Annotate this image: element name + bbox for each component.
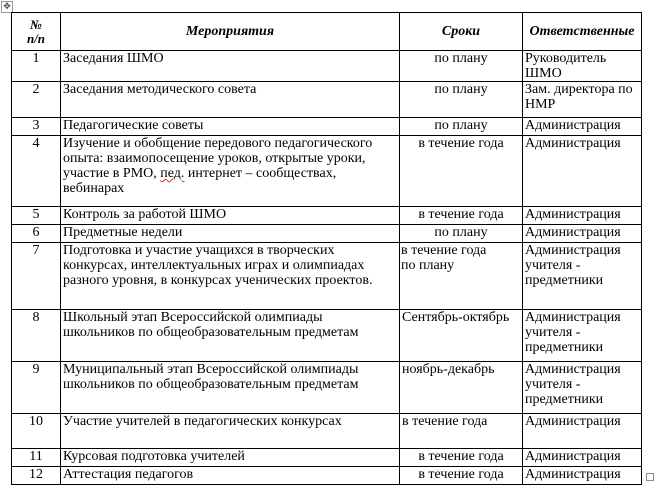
row-dates: по плану xyxy=(400,82,523,118)
table-row xyxy=(12,467,642,485)
row-dates: в течение года xyxy=(400,207,523,225)
row-responsible: Администрация учителя - предметники xyxy=(523,362,642,414)
row-responsible: Администрация xyxy=(523,136,642,207)
table-resize-handle[interactable] xyxy=(646,473,654,481)
table-row xyxy=(12,243,642,310)
row-event-text: Изучение и обобщение передового педагогического опыта: взаимопосещение уроков, открытые уроки, участие в РМО, xyxy=(63,136,373,181)
row-number: 6 xyxy=(12,225,61,243)
row-event-text-tail: интернет – сообществах, вебинарах xyxy=(63,166,337,196)
row-responsible: Администрация учителя - предметники xyxy=(523,310,642,362)
row-dates: ноябрь-декабрь xyxy=(400,362,523,414)
row-dates: по плану xyxy=(400,51,523,82)
row-event: Муниципальный этап Всероссийской олимпиады школьников по общеобразовательным предметам xyxy=(61,362,400,414)
row-dates: в течение года xyxy=(400,136,523,207)
row-responsible: Администрация xyxy=(523,467,642,485)
table-row xyxy=(12,136,642,207)
table-row xyxy=(12,82,642,118)
row-event: Школьный этап Всероссийской олимпиады школьников по общеобразовательным предметам xyxy=(61,310,400,362)
row-event: Курсовая подготовка учителей xyxy=(61,449,400,467)
header-number-line2: п/п xyxy=(26,30,46,46)
table-row xyxy=(12,362,642,414)
header-event: Мероприятия xyxy=(61,13,400,51)
row-number: 2 xyxy=(12,82,61,118)
row-number: 12 xyxy=(12,467,61,485)
row-event: Педагогические советы xyxy=(61,118,400,136)
table-row xyxy=(12,207,642,225)
row-responsible: Администрация xyxy=(523,118,642,136)
row-number: 1 xyxy=(12,51,61,82)
row-dates xyxy=(400,243,523,310)
header-responsible: Ответственные xyxy=(523,13,642,51)
row-dates: в течение года xyxy=(400,449,523,467)
table-row xyxy=(12,225,642,243)
row-responsible: Администрация учителя - предметники xyxy=(523,243,642,310)
row-responsible: Руководитель ШМО xyxy=(523,51,642,82)
table-row xyxy=(12,51,642,82)
spelling-flagged-word: пед. xyxy=(160,166,185,181)
header-number-line1: № xyxy=(30,16,42,32)
row-event: Участие учителей в педагогических конкурсах xyxy=(61,414,400,449)
row-event: Контроль за работой ШМО xyxy=(61,207,400,225)
row-event: Предметные недели xyxy=(61,225,400,243)
row-number: 4 xyxy=(12,136,61,207)
header-row xyxy=(12,13,642,51)
row-dates-line2: по плану xyxy=(401,258,455,273)
row-event xyxy=(61,136,400,207)
table-row xyxy=(12,118,642,136)
events-table xyxy=(11,12,642,485)
row-responsible: Зам. директора по НМР xyxy=(523,82,642,118)
table-move-handle[interactable]: ✥ xyxy=(1,1,13,13)
table-row xyxy=(12,414,642,449)
row-responsible: Администрация xyxy=(523,414,642,449)
row-responsible: Администрация xyxy=(523,207,642,225)
header-dates: Сроки xyxy=(400,13,523,51)
row-number: 3 xyxy=(12,118,61,136)
row-event: Заседания методического совета xyxy=(61,82,400,118)
row-number: 8 xyxy=(12,310,61,362)
row-responsible: Администрация xyxy=(523,449,642,467)
row-dates: в течение года xyxy=(400,467,523,485)
row-dates: в течение года xyxy=(400,414,523,449)
row-number: 7 xyxy=(12,243,61,310)
row-dates: по плану xyxy=(400,225,523,243)
row-dates: по плану xyxy=(400,118,523,136)
table-row xyxy=(12,310,642,362)
row-responsible: Администрация xyxy=(523,225,642,243)
row-event: Аттестация педагогов xyxy=(61,467,400,485)
header-number xyxy=(12,13,61,51)
row-event: Подготовка и участие учащихся в творческих конкурсах, интеллектуальных играх и олимпиадах разного уровня, в конкурсах ученических проектов. xyxy=(61,243,400,310)
row-number: 11 xyxy=(12,449,61,467)
row-dates: Сентябрь-октябрь xyxy=(400,310,523,362)
row-event: Заседания ШМО xyxy=(61,51,400,82)
row-number: 10 xyxy=(12,414,61,449)
row-number: 5 xyxy=(12,207,61,225)
row-dates-line1: в течение года xyxy=(401,243,487,258)
table-row xyxy=(12,449,642,467)
row-number: 9 xyxy=(12,362,61,414)
